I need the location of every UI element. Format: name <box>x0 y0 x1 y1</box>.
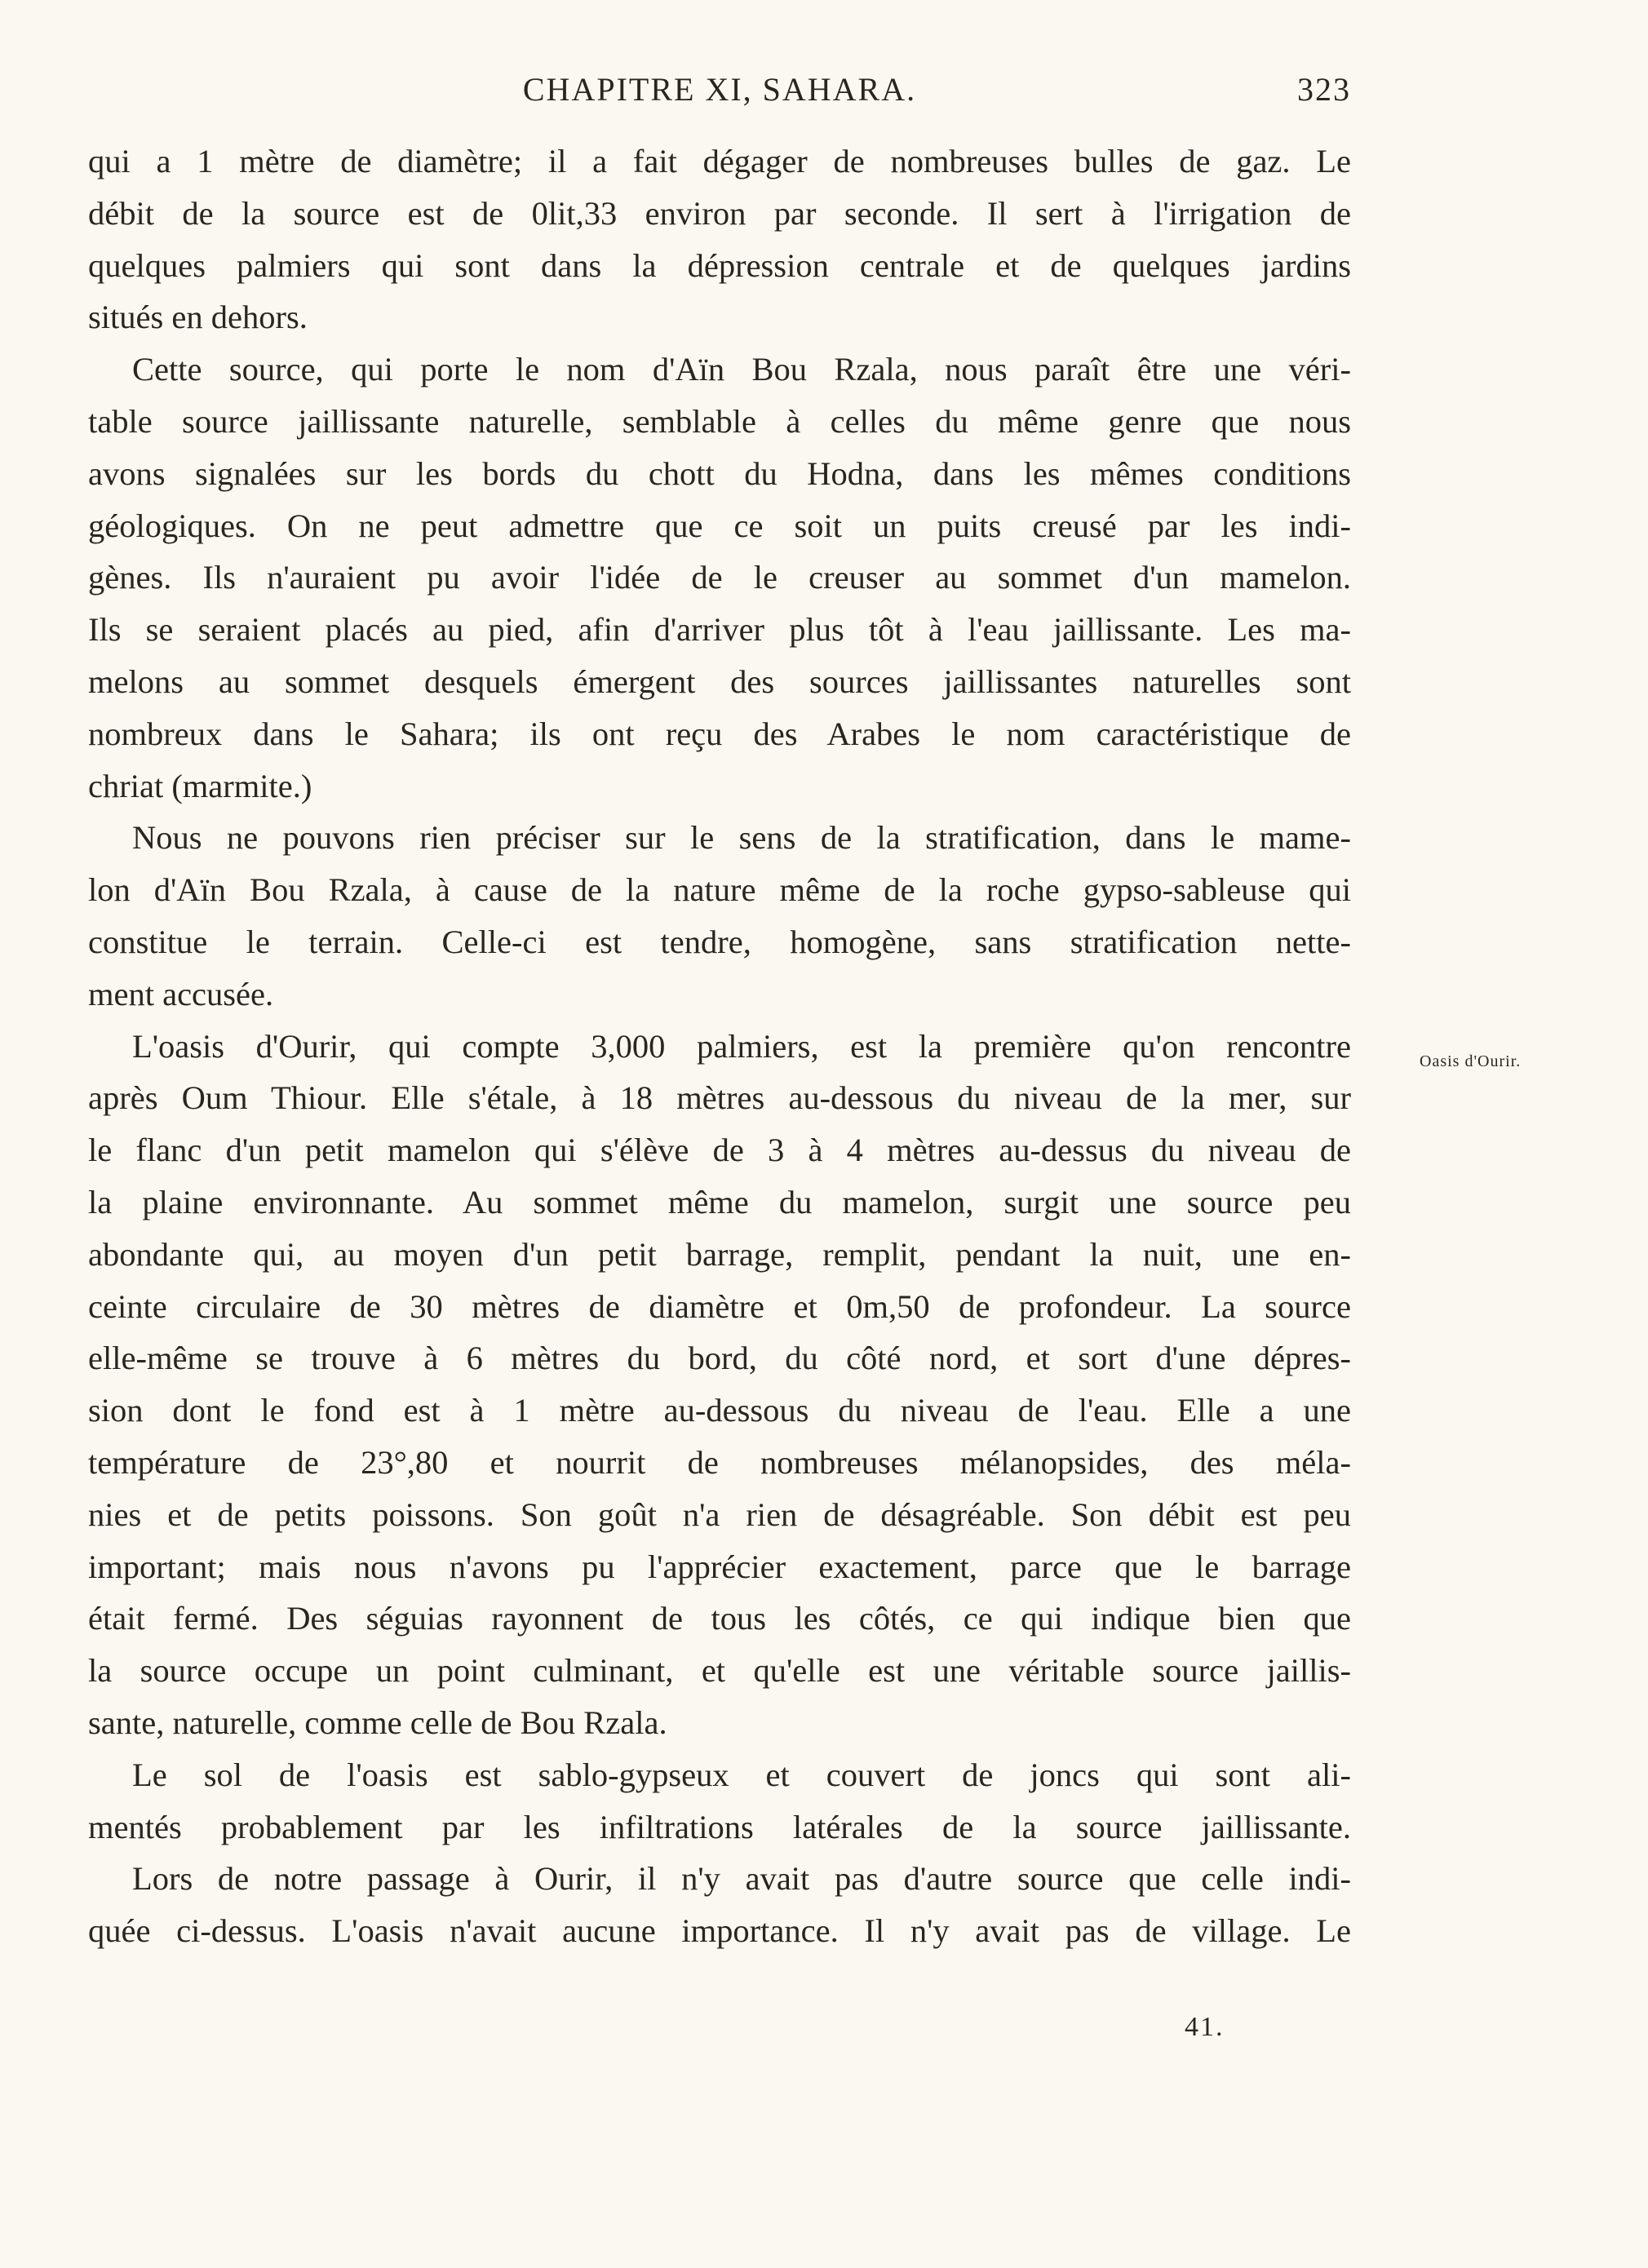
text-line: table source jaillissante naturelle, semblable à celles du même genre que nous <box>88 402 1351 440</box>
text-line: quelques palmiers qui sont dans la dépression centrale et de quelques jardins <box>88 246 1351 284</box>
text-line: Lors de notre passage à Ourir, il n'y avait pas d'autre source que celle indi- <box>132 1860 1351 1898</box>
text-line: Nous ne pouvons rien préciser sur le sens de la stratification, dans le mame- <box>132 819 1351 857</box>
text-line: mentés probablement par les infiltrations latérales de la source jaillissante. <box>88 1808 1351 1845</box>
signature-mark: 41. <box>1185 2012 1225 2042</box>
text-line: sante, naturelle, comme celle de Bou Rzala. <box>88 1703 667 1741</box>
text-line: gènes. Ils n'auraient pu avoir l'idée de le creuser au sommet d'un mamelon. <box>88 559 1351 596</box>
text-line: Le sol de l'oasis est sablo-gypseux et couvert de joncs qui sont ali- <box>132 1756 1351 1793</box>
text-line: ment accusée. <box>88 975 274 1012</box>
text-line: melons au sommet desquels émergent des sources jaillissantes naturelles sont <box>88 662 1351 700</box>
text-line: la source occupe un point culminant, et qu'elle est une véritable source jaillis- <box>88 1652 1351 1690</box>
text-line: quée ci-dessus. L'oasis n'avait aucune importance. Il n'y avait pas de village. Le <box>88 1912 1351 1950</box>
running-title: CHAPITRE XI, SAHARA. <box>522 71 917 108</box>
text-line: qui a 1 mètre de diamètre; il a fait dégager de nombreuses bulles de gaz. Le <box>88 143 1351 179</box>
text-line: Ils se seraient placés au pied, afin d'arriver plus tôt à l'eau jaillissante. Les ma- <box>88 611 1351 649</box>
text-line: elle-même se trouve à 6 mètres du bord, du côté nord, et sort d'une dépres- <box>88 1340 1351 1377</box>
text-line: Cette source, qui porte le nom d'Aïn Bou Rzala, nous paraît être une véri- <box>132 351 1351 388</box>
text-line: était fermé. Des séguias rayonnent de tous les côtés, ce qui indique bien que <box>88 1600 1351 1637</box>
text-line: lon d'Aïn Bou Rzala, à cause de la nature même de la roche gypso-sableuse qui <box>88 871 1351 909</box>
text-line: situés en dehors. <box>88 299 308 336</box>
text-line: la plaine environnante. Au sommet même du mamelon, surgit une source peu <box>88 1183 1351 1220</box>
text-line: L'oasis d'Ourir, qui compte 3,000 palmiers, est la première qu'on rencontre <box>132 1027 1351 1065</box>
text-line: chriat (marmite.) <box>88 767 312 804</box>
text-line: ceinte circulaire de 30 mètres de diamètre et 0m,50 de profondeur. La source <box>88 1287 1351 1325</box>
margin-note: Oasis d'Ourir. <box>1420 1052 1522 1070</box>
running-head <box>88 70 1351 119</box>
text-line: température de 23°,80 et nourrit de nombreuses mélanopsides, des méla- <box>88 1443 1351 1481</box>
text-line: constitue le terrain. Celle-ci est tendre, homogène, sans stratification nette- <box>88 923 1351 960</box>
text-line: important; mais nous n'avons pu l'apprécier exactement, parce que le barrage <box>88 1548 1351 1585</box>
page-number: 323 <box>1297 71 1351 108</box>
text-line: le flanc d'un petit mamelon qui s'élève de 3 à 4 mètres au-dessus du niveau de <box>88 1132 1351 1169</box>
text-line: géologiques. On ne peut admettre que ce soit un puits creusé par les indi- <box>88 507 1351 544</box>
text-line: avons signalées sur les bords du chott du Hodna, dans les mêmes conditions <box>88 454 1351 492</box>
text-line: nies et de petits poissons. Son goût n'a rien de désagréable. Son débit est peu <box>88 1495 1351 1533</box>
body-text <box>88 135 1351 1957</box>
text-line: sion dont le fond est à 1 mètre au-dessous du niveau de l'eau. Elle a une <box>88 1392 1351 1429</box>
text-line: nombreux dans le Sahara; ils ont reçu des Arabes le nom caractéristique de <box>88 715 1351 752</box>
text-line: après Oum Thiour. Elle s'étale, à 18 mètres au-dessous du niveau de la mer, sur <box>88 1079 1351 1117</box>
text-line: débit de la source est de 0lit,33 environ par seconde. Il sert à l'irrigation de <box>88 194 1351 232</box>
text-line: abondante qui, au moyen d'un petit barrage, remplit, pendant la nuit, une en- <box>88 1235 1351 1273</box>
